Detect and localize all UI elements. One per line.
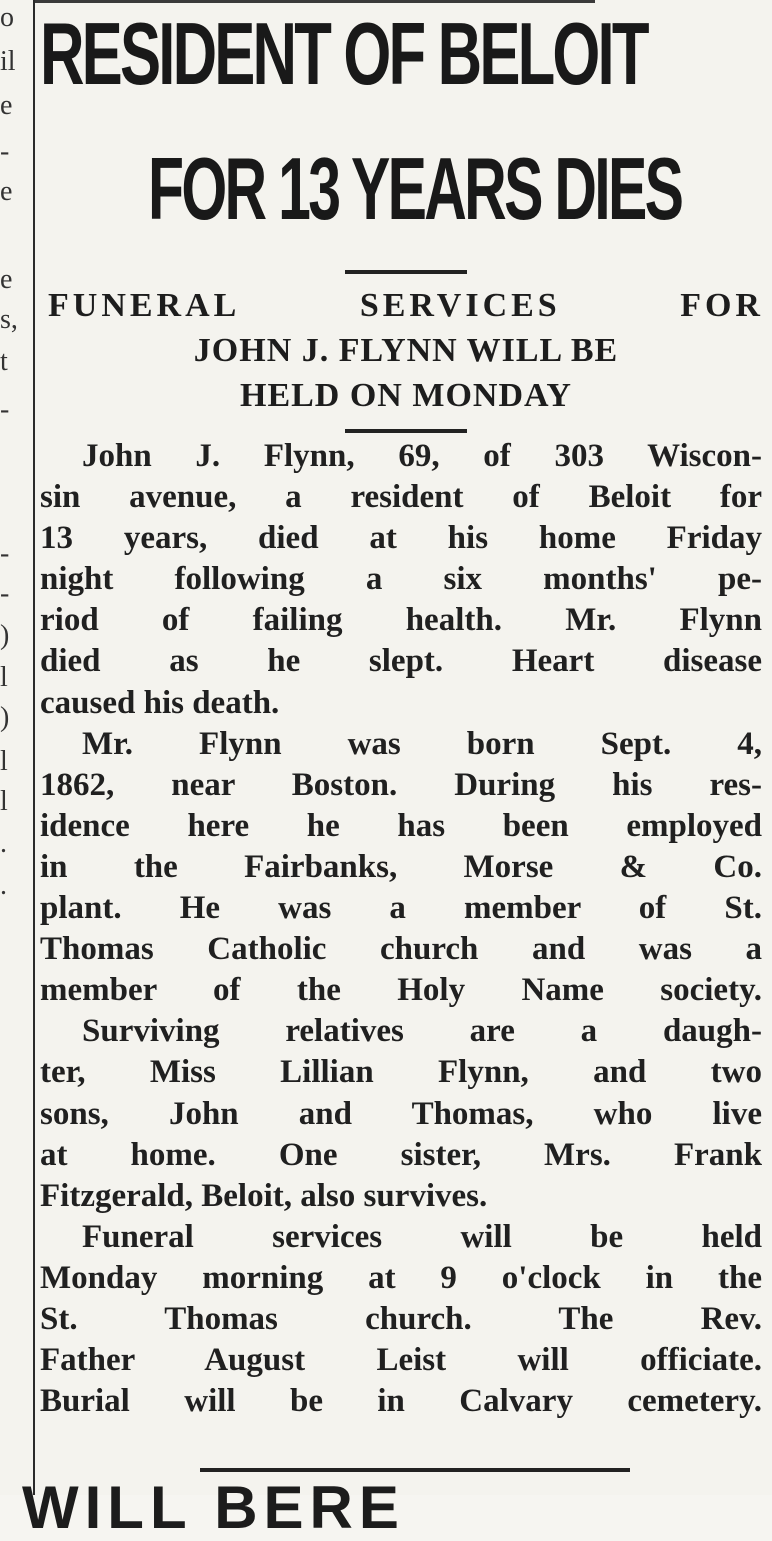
article-line: night following a six months' pe- [40, 561, 762, 598]
article-line: Monday morning at 9 o'clock in the [40, 1259, 762, 1296]
subheadline [48, 283, 764, 418]
article-body [40, 436, 762, 1422]
next-article-headline-fragment: WILL BERE [22, 1474, 405, 1541]
margin-fragment: il [0, 46, 16, 77]
article-line: Fitzgerald, Beloit, also survives. [40, 1177, 488, 1214]
article-line: idence here he has been employed [40, 807, 762, 844]
article-line: in the Fairbanks, Morse & Co. [40, 848, 762, 885]
subheadline-word: FUNERAL [48, 287, 241, 324]
article-line: Burial will be in Calvary cemetery. [40, 1383, 762, 1420]
article-line: ter, Miss Lillian Flynn, and two [40, 1054, 762, 1091]
margin-fragment: - [0, 394, 10, 425]
margin-fragment: o [0, 2, 14, 33]
margin-fragment: e [0, 264, 13, 295]
margin-fragment: t [0, 346, 8, 377]
article-line: 13 years, died at his home Friday [40, 520, 762, 557]
subheadline-word: SERVICES [359, 287, 561, 324]
subheadline-word: FOR [680, 287, 764, 324]
margin-fragment: e [0, 176, 13, 207]
subheadline-line-3: HELD ON MONDAY [240, 377, 572, 414]
article-line: died as he slept. Heart disease [40, 643, 762, 680]
margin-fragment: l [0, 746, 8, 777]
adjacent-column-fragments [0, 0, 22, 1495]
margin-fragment: s, [0, 304, 18, 335]
article-line: sons, John and Thomas, who live [40, 1095, 762, 1132]
article-line: Father August Leist will officiate. [40, 1342, 762, 1379]
article-line: Surviving relatives are a daugh- [82, 1013, 762, 1050]
margin-fragment: - [0, 136, 10, 167]
article-line: sin avenue, a resident of Beloit for [40, 479, 762, 516]
margin-fragment: ) [0, 620, 10, 651]
article-line: Thomas Catholic church and was a [40, 931, 762, 968]
headline-line-1: RESIDENT OF BELOIT [40, 4, 647, 103]
margin-fragment: l [0, 662, 8, 693]
column-rule [33, 0, 35, 1495]
headline-line-2: FOR 13 YEARS DIES [148, 139, 682, 238]
headline-divider [345, 270, 467, 274]
subheadline-line-1 [48, 283, 764, 328]
article-line: 1862, near Boston. During his res- [40, 766, 762, 803]
margin-fragment: l [0, 786, 8, 817]
article-end-rule [200, 1468, 630, 1472]
article-line: John J. Flynn, 69, of 303 Wiscon- [82, 438, 762, 474]
margin-fragment: . [0, 870, 7, 901]
margin-fragment: . [0, 828, 7, 859]
article-line: caused his death. [40, 684, 280, 721]
margin-fragment: e [0, 90, 13, 121]
article-line: riod of failing health. Mr. Flynn [40, 602, 762, 639]
top-rule [35, 0, 595, 3]
subheadline-line-2: JOHN J. FLYNN WILL BE [193, 332, 619, 369]
article-line: Mr. Flynn was born Sept. 4, [82, 725, 762, 762]
article-line: at home. One sister, Mrs. Frank [40, 1136, 762, 1173]
subheadline-divider [345, 429, 467, 433]
article-line: St. Thomas church. The Rev. [40, 1300, 762, 1337]
margin-fragment: ) [0, 702, 10, 733]
article-line: Funeral services will be held [82, 1218, 762, 1255]
article-line: member of the Holy Name society. [40, 972, 762, 1009]
margin-fragment: - [0, 538, 10, 569]
margin-fragment: - [0, 578, 10, 609]
article-line: plant. He was a member of St. [40, 890, 762, 927]
